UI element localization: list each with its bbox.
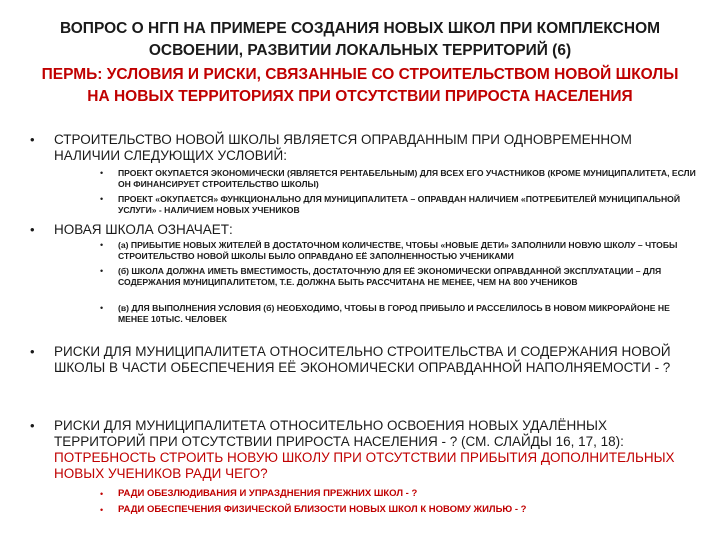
slide-subtitle-line-2: НА НОВЫХ ТЕРРИТОРИЯХ ПРИ ОТСУТСТВИИ ПРИРОСТА НАСЕЛЕНИЯ: [87, 88, 633, 105]
sub-list-item-text: РАДИ ОБЕЗЛЮДИВАНИЯ И УПРАЗДНЕНИЯ ПРЕЖНИХ ШКОЛ - ?: [118, 488, 418, 499]
slide-title-line-1: ВОПРОС О НГП НА ПРИМЕРЕ СОЗДАНИЯ НОВЫХ ШКОЛ ПРИ КОМПЛЕКСНОМ: [59, 20, 661, 37]
slide-subtitle-line-1: ПЕРМЬ: УСЛОВИЯ И РИСКИ, СВЯЗАННЫЕ СО СТРОИТЕЛЬСТВОМ НОВОЙ ШКОЛЫ: [41, 66, 679, 83]
list-item-text: [54, 418, 694, 482]
sub-list-item-text: РАДИ ОБЕСПЕЧЕНИЯ ФИЗИЧЕСКОЙ БЛИЗОСТИ НОВЫХ ШКОЛ К НОВОМУ ЖИЛЬЮ - ?: [118, 504, 527, 515]
list-item-text-black: РИСКИ ДЛЯ МУНИЦИПАЛИТЕТА ОТНОСИТЕЛЬНО ОСВОЕНИЯ НОВЫХ УДАЛЁННЫХ ТЕРРИТОРИЙ ПРИ ОТСУТСТВИИ ПРИРОСТА НАСЕЛЕНИЯ - ? (СМ. СЛАЙДЫ 16, 17, 18):: [54, 418, 624, 449]
sub-list-item-text: ПРОЕКТ «ОКУПАЕТСЯ» ФУНКЦИОНАЛЬНО ДЛЯ МУНИЦИПАЛИТЕТА – ОПРАВДАН НАЛИЧИЕМ «ПОТРЕБИТЕЛЕЙ МУНИЦИПАЛЬНОЙ УСЛУГИ» - НАЛИЧИЕМ НОВЫХ УЧЕНИКОВ: [118, 194, 681, 215]
bullet: •: [30, 222, 35, 237]
bullet: •: [100, 505, 104, 515]
bullet: •: [100, 489, 104, 499]
sub-list-item-text: ПРОЕКТ ОКУПАЕТСЯ ЭКОНОМИЧЕСКИ (ЯВЛЯЕТСЯ РЕНТАБЕЛЬНЫМ) ДЛЯ ВСЕХ ЕГО УЧАСТНИКОВ (КРОМЕ МУНИЦИПАЛИТЕТА, ЕСЛИ ОН ФИНАНСИРУЕТ СТРОИТЕЛЬСТВО ШКОЛЫ): [118, 168, 696, 189]
bullet: •: [30, 344, 35, 359]
bullet: •: [100, 266, 104, 276]
sub-list-item-text: (в) ДЛЯ ВЫПОЛНЕНИЯ УСЛОВИЯ (б) НЕОБХОДИМО, ЧТОБЫ В ГОРОД ПРИБЫЛО И РАССЕЛИЛОСЬ В НОВОМ МИКРОРАЙОНЕ НЕ МЕНЕЕ 10ТЫС. ЧЕЛОВЕК: [118, 303, 670, 324]
list-item-text-red: ПОТРЕБНОСТЬ СТРОИТЬ НОВУЮ ШКОЛУ ПРИ ОТСУТСТВИИ ПРИБЫТИЯ ДОПОЛНИТЕЛЬНЫХ НОВЫХ УЧЕНИКОВ РАДИ ЧЕГО?: [54, 450, 675, 481]
bullet: •: [100, 303, 104, 313]
bullet: •: [30, 418, 35, 433]
list-item-text: НОВАЯ ШКОЛА ОЗНАЧАЕТ:: [54, 222, 233, 237]
bullet: •: [100, 168, 104, 178]
sub-list-item-text: (б) ШКОЛА ДОЛЖНА ИМЕТЬ ВМЕСТИМОСТЬ, ДОСТАТОЧНУЮ ДЛЯ ЕЁ ЭКОНОМИЧЕСКИ ОПРАВДАННОЙ ЭКСПЛУАТАЦИИ – ДЛЯ СОДЕРЖАНИЯ МУНИЦИПАЛИТЕТОМ, Т.Е. ДОЛЖНА БЫТЬ РАССЧИТАНА НЕ МЕНЕЕ, ЧЕМ НА 800 УЧЕНИКОВ: [118, 266, 662, 287]
bullet: •: [100, 240, 104, 250]
list-item-text: РИСКИ ДЛЯ МУНИЦИПАЛИТЕТА ОТНОСИТЕЛЬНО СТРОИТЕЛЬСТВА И СОДЕРЖАНИЯ НОВОЙ ШКОЛЫ В ЧАСТИ ОБЕСПЕЧЕНИЯ ЕЁ ЭКОНОМИЧЕСКИ ОПРАВДАННОЙ НАПОЛНЯЕМОСТИ - ?: [54, 344, 671, 375]
bullet: •: [100, 194, 104, 204]
sub-list-item-text: (а) ПРИБЫТИЕ НОВЫХ ЖИТЕЛЕЙ В ДОСТАТОЧНОМ КОЛИЧЕСТВЕ, ЧТОБЫ «НОВЫЕ ДЕТИ» ЗАПОЛНИЛИ НОВУЮ ШКОЛУ – ЧТОБЫ СТРОИТЕЛЬСТВО НОВОЙ ШКОЛЫ БЫЛО ОПРАВДАНО ЕЁ ЗАПОЛНЕННОСТЬЮ УЧЕНИКАМИ: [118, 240, 678, 261]
bullet: •: [30, 132, 35, 147]
list-item-text: СТРОИТЕЛЬСТВО НОВОЙ ШКОЛЫ ЯВЛЯЕТСЯ ОПРАВДАННЫМ ПРИ ОДНОВРЕМЕННОМ НАЛИЧИИ СЛЕДУЮЩИХ УСЛОВИЙ:: [54, 132, 632, 163]
slide-title-line-2: ОСВОЕНИИ, РАЗВИТИИ ЛОКАЛЬНЫХ ТЕРРИТОРИЙ (6): [148, 42, 572, 59]
